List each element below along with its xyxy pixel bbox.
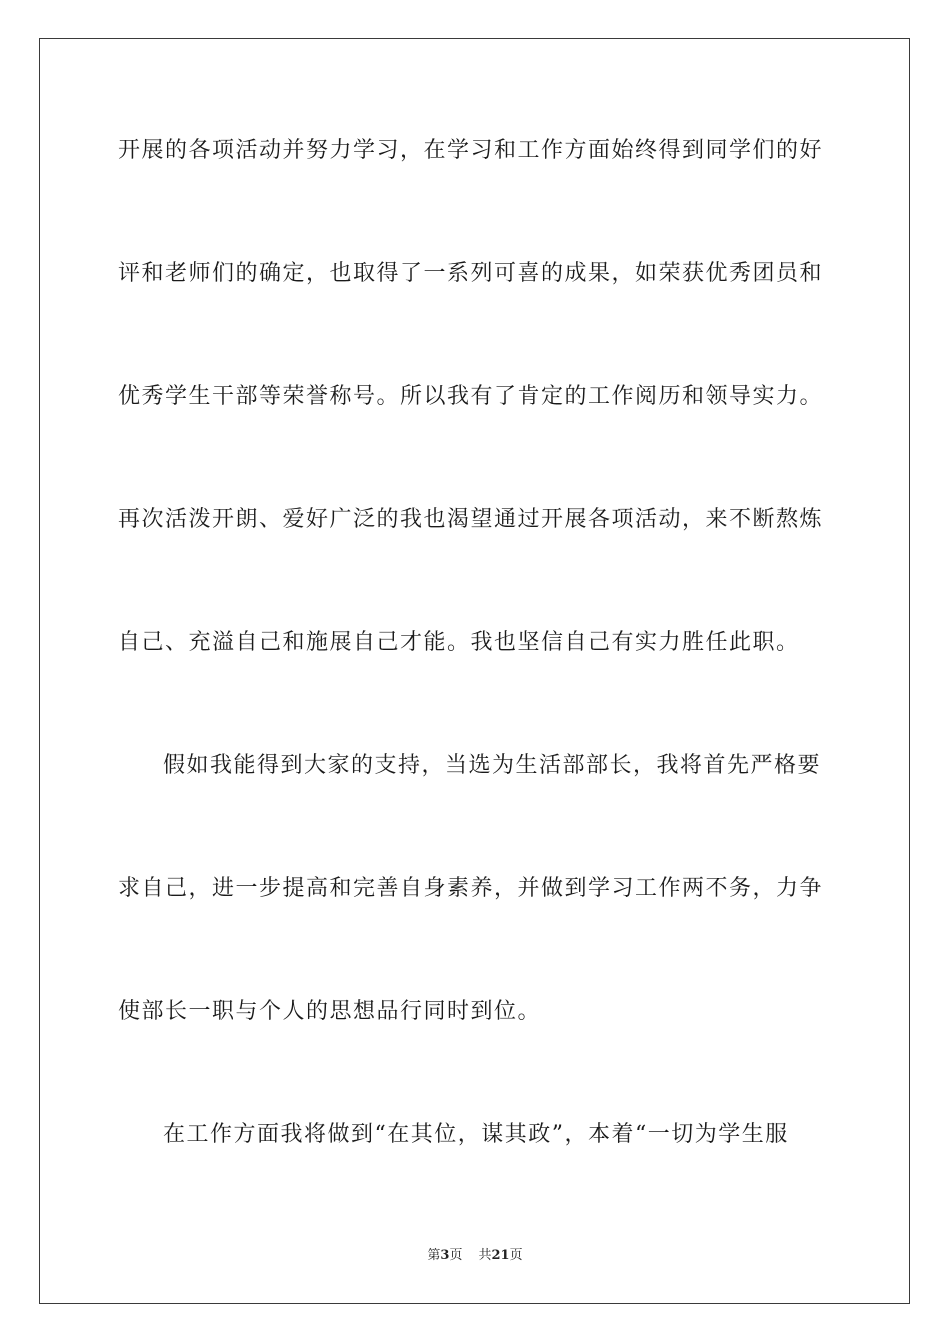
text-line-1: 开展的各项活动并努力学习，在学习和工作方面始终得到同学们的好 [118,138,824,163]
page-prefix: 第 [427,1248,441,1263]
total-suffix: 页 [509,1248,523,1263]
page-border [39,38,910,1304]
text-line-7: 求自己，进一步提高和完善自身素养，并做到学习工作两不务，力争 [118,876,824,901]
paragraph-start-line-6: 假如我能得到大家的支持，当选为生活部部长，我将首先严格要 [163,753,822,778]
page-footer [0,1247,950,1265]
page-suffix: 页 [449,1248,463,1263]
text-line-2: 评和老师们的确定，也取得了一系列可喜的成果，如荣获优秀团员和 [118,261,824,286]
total-pages: 21 [491,1248,510,1263]
text-line-4: 再次活泼开朗、爱好广泛的我也渴望通过开展各项活动，来不断熬炼 [118,507,824,532]
text-line-8: 使部长一职与个人的思想品行同时到位。 [118,999,542,1024]
text-line-5: 自己、充溢自己和施展自己才能。我也坚信自己有实力胜任此职。 [118,630,800,655]
page-number: 3 [440,1248,450,1263]
paragraph-start-line-9: 在工作方面我将做到“在其位，谋其政”，本着“一切为学生服 [163,1122,789,1147]
total-prefix: 共 [478,1248,492,1263]
text-line-3: 优秀学生干部等荣誉称号。所以我有了肯定的工作阅历和领导实力。 [118,384,824,409]
